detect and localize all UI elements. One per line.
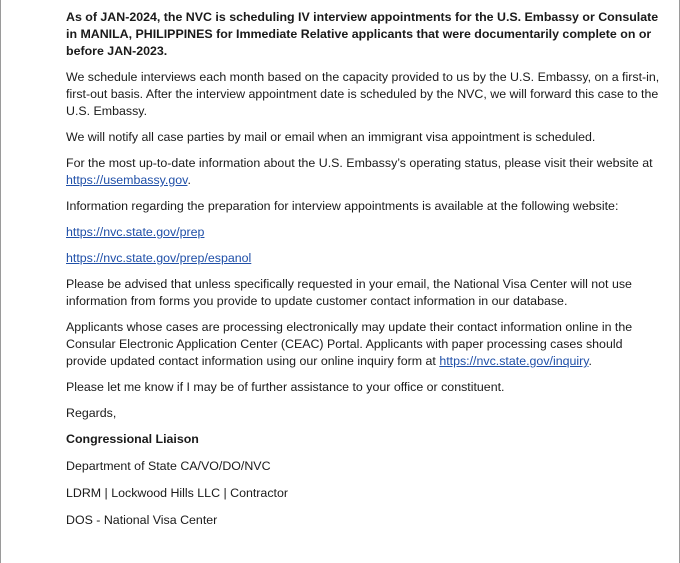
regards-line: Regards,: [66, 406, 117, 420]
signature-department: Department of State CA/VO/DO/NVC: [66, 459, 271, 473]
prep-espanol-link-paragraph: [66, 250, 666, 267]
page-border-left: [0, 0, 1, 563]
prep-link[interactable]: https://nvc.state.gov/prep: [66, 225, 205, 239]
prep-espanol-link[interactable]: https://nvc.state.gov/prep/espanol: [66, 251, 252, 265]
signature-center: DOS - National Visa Center: [66, 513, 218, 527]
signature-name: Congressional Liaison: [66, 432, 199, 446]
prep-link-paragraph: [66, 224, 666, 241]
status-text: For the most up-to-date information about the U.S. Embassy’s operating status, please visit their website at: [66, 156, 653, 170]
ceac-text: Applicants whose cases are processing electronically may update their contact information online in the Consular Electronic Application Center (CEAC) Portal. Applicants with paper processing cases should provide updated contact information using our online inquiry form at: [66, 320, 633, 368]
signature-contractor: LDRM | Lockwood Hills LLC | Contractor: [66, 486, 288, 500]
status-end: .: [187, 173, 191, 187]
advised-paragraph: Please be advised that unless specifically requested in your email, the National Visa Center will not use information from forms you provide to update customer contact information in our database.: [66, 277, 632, 308]
ceac-paragraph: [66, 319, 666, 370]
intro-paragraph: As of JAN-2024, the NVC is scheduling IV interview appointments for the U.S. Embassy or Consulate in MANILA, PHILIPPINES for Immediate Relative applicants that were documentarily complete on or before JAN-2023.: [66, 10, 659, 58]
prep-paragraph: Information regarding the preparation for interview appointments is available at the following website:: [66, 199, 619, 213]
schedule-paragraph: We schedule interviews each month based on the capacity provided to us by the U.S. Embassy, on a first-in, first-out basis. After the interview appointment date is scheduled by the NVC, we will forward this case to the U.S. Embassy.: [66, 70, 660, 118]
signature-block: [66, 431, 666, 529]
usembassy-link[interactable]: https://usembassy.gov: [66, 173, 188, 187]
assist-paragraph: Please let me know if I may be of further assistance to your office or constituent.: [66, 380, 505, 394]
ceac-end: .: [588, 354, 592, 368]
inquiry-link[interactable]: https://nvc.state.gov/inquiry: [439, 354, 589, 368]
notify-paragraph: We will notify all case parties by mail or email when an immigrant visa appointment is scheduled.: [66, 130, 596, 144]
status-paragraph: [66, 155, 666, 189]
